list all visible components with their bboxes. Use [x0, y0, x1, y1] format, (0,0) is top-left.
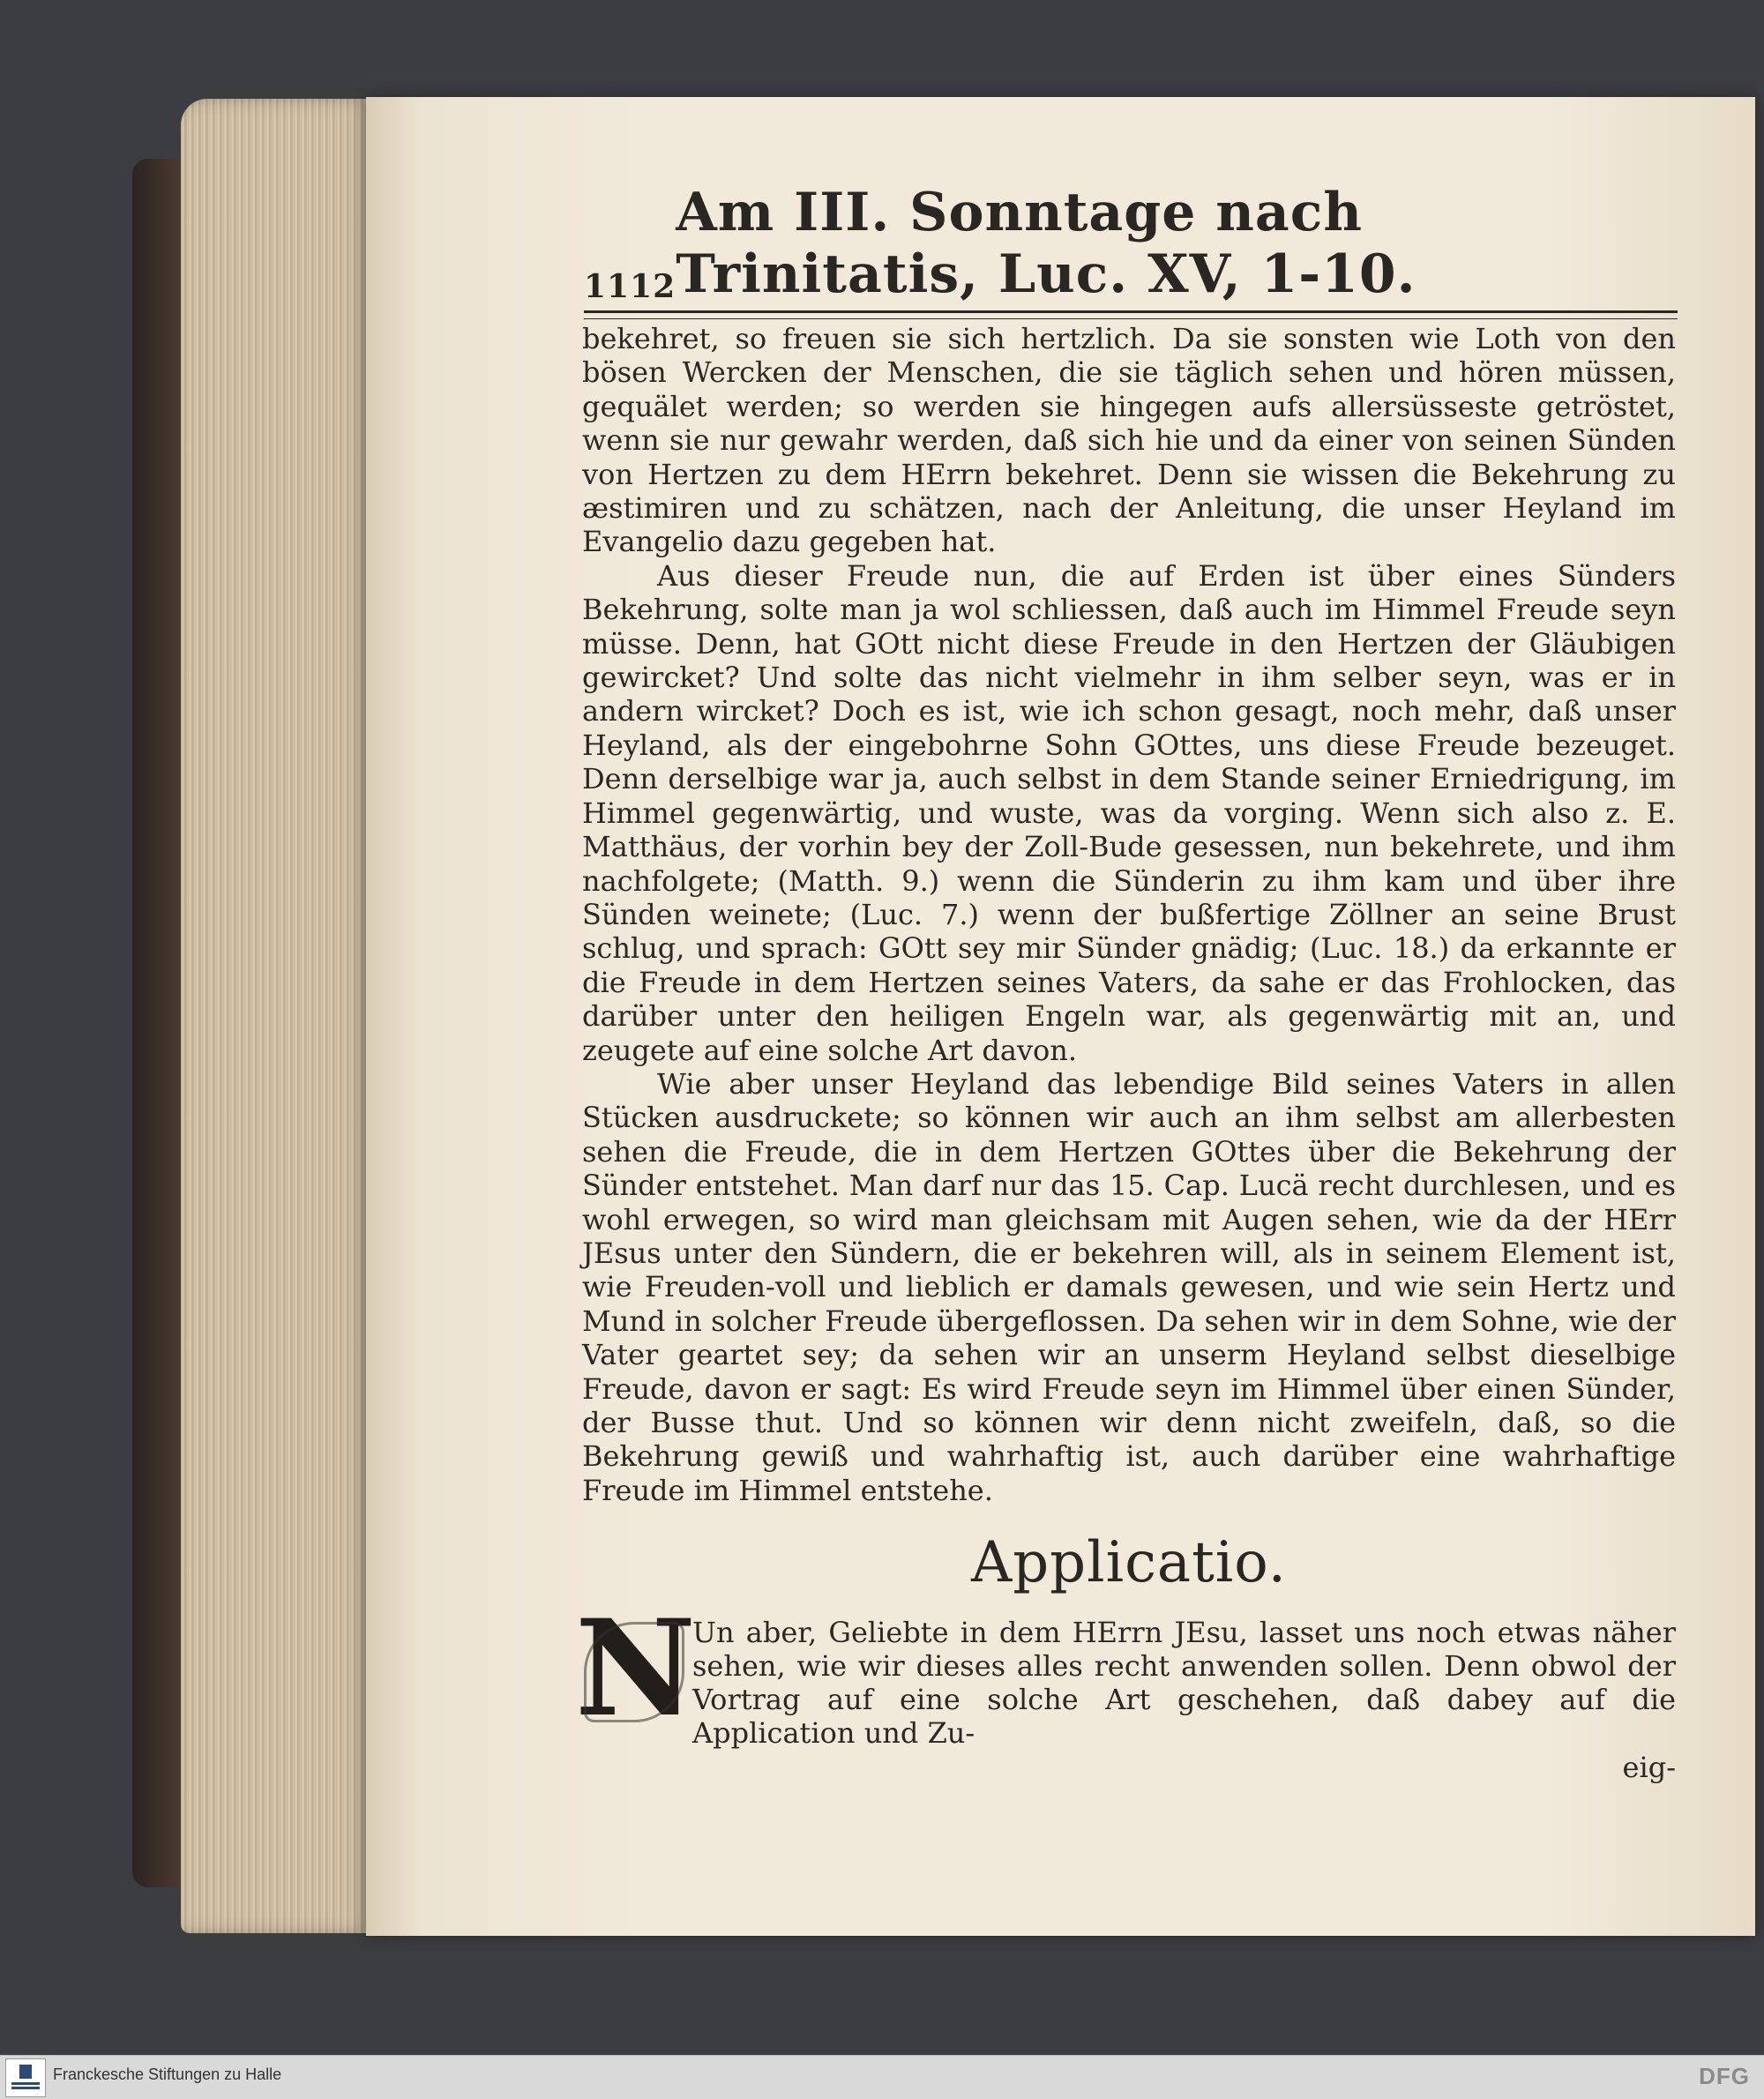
paragraph: Wie aber unser Heyland das lebendige Bild seines Vaters in allen Stücken ausdruckete; so können wir auch an ihm selbst am allerbesten sehen die Freude, die in dem Hertzen GOttes über die Bekehrung der Sünder entstehet. Man darf nur das 15. Cap. Lucä recht durchlesen, und es wohl erwegen, so wird man gleichsam mit Augen sehen, wie da der HErr JEsus unter den Sündern, die er bekehren will, als in seinem Element ist, wie Freuden-voll und lieblich er damals gewesen, und wie sein Hertz und Mund in solcher Freude übergeflossen. Da sehen wir in dem Sohne, wie der Vater geartet sey; da sehen wir an unserm Heyland selbst dieselbige Freude, davon er sagt: Es wird Freude seyn im Himmel über einen Sünder, der Busse thut. Und so können wir denn nicht zweifeln, daß, so die Bekehrung gewiß und wahrhaftig ist, auch darüber eine wahrhaftige Freude im Himmel entstehe. — [582, 1066, 1676, 1507]
institution-logo-icon[interactable] — [5, 2058, 46, 2097]
paragraph: Aus dieser Freude nun, die auf Erden ist über eines Sünders Bekehrung, solte man ja wol schliessen, daß auch im Himmel Freude seyn müsse. Denn, hat GOtt nicht diese Freude in den Hertzen der Gläubigen gewircket? Und solte das nicht vielmehr in ihm selber seyn, was er in andern wircket? Doch es ist, wie ich schon gesagt, noch mehr, daß unser Heyland, als der eingebohrne Sohn GOttes, uns diese Freude bezeuget. Denn derselbige war ja, auch selbst in dem Stande seiner Erniedrigung, im Himmel gegenwärtig, und wuste, was da vorging. Wenn sich also z. E. Matthäus, der vorhin bey der Zoll-Bude gesessen, nun bekehrete, und ihm nachfolgete; (Matth. 9.) wenn die Sünderin zu ihm kam und über ihre Sünden weinete; (Luc. 7.) wenn der bußfertige Zöllner an seine Brust schlug, und sprach: GOtt sey mir Sünder gnädig; (Luc. 18.) da erkannte er die Freude in dem Hertzen seines Vaters, da sahe er das Frohlocken, das darüber unter den heiligen Engeln war, als gegenwärtig mit an, und zeugete auf eine solche Art davon. — [582, 558, 1676, 1067]
section-heading: Applicatio. — [970, 1530, 1288, 1595]
page-edges — [181, 99, 370, 1933]
header-rule — [584, 310, 1678, 319]
dfg-logo: DFG — [1699, 2063, 1750, 2089]
catchword: eig- — [1622, 1751, 1676, 1784]
body-text — [582, 322, 1676, 1507]
drop-cap: N — [575, 1591, 697, 1746]
institution-label[interactable]: Franckesche Stiftungen zu Halle — [53, 2065, 282, 2083]
running-title: Am III. Sonntage nach Trinitatis, Luc. XV, 1-10. — [676, 182, 1416, 305]
page-header — [584, 182, 1678, 305]
paragraph: bekehret, so freuen sie sich hertzlich. Da sie sonsten wie Loth von den bösen Wercken der Menschen, die sie täglich sehen und hören müssen, gequälet werden; so werden sie hingegen aufs allersüsseste getröstet, wenn sie nur gewahr werden, daß sich hie und da einer von seinen Sünden von Hertzen zu dem HErrn bekehret. Denn sie wissen die Bekehrung zu æstimiren und zu schätzen, nach der Anleitung, die unser Heyland im Evangelio dazu gegeben hat. — [582, 322, 1676, 559]
application-paragraph: Un aber, Geliebte in dem HErrn JEsu, lasset uns noch etwas näher sehen, wie wir dieses alles recht anwenden sollen. Denn obwol der Vortrag auf eine solche Art geschehen, daß dabey auf die Application und Zu- — [692, 1616, 1676, 1750]
page-number: 1112 — [584, 268, 676, 305]
